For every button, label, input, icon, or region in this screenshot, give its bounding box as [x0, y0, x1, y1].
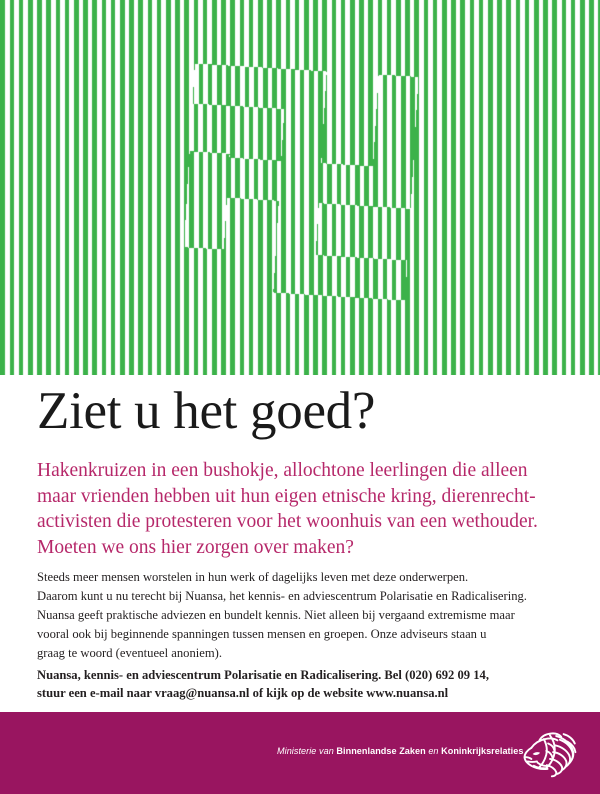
ministry-word-ministerie: Ministerie: [277, 746, 319, 756]
subheadline-line: Hakenkruizen in een bushokje, allochtone leerlingen die alleen: [37, 460, 528, 481]
ministry-word-binnenlandse-zaken: Binnenlandse Zaken: [336, 746, 429, 756]
body-line: graag te woord (eventueel anoniem).: [37, 646, 222, 661]
dutch-government-lion-logo: [519, 723, 581, 785]
subheadline: [37, 458, 557, 560]
subheadline-line: maar vrienden hebben uit hun eigen etnische kring, dierenrecht-: [37, 485, 536, 507]
contact-paragraph: [37, 666, 562, 702]
ministry-name: [277, 745, 523, 757]
ministry-word-en: en: [428, 746, 442, 756]
body-line: Steeds meer mensen worstelen in hun werk of dagelijks leven met deze onderwerpen.: [37, 570, 469, 584]
lion-icon: [519, 723, 581, 785]
body-line: Daarom kunt u nu terecht bij Nuansa, het kennis- en adviescentrum Polarisatie en Radicalisering.: [37, 589, 527, 604]
contact-line: stuur een e-mail naar vraag@nuansa.nl of kijk op de website www.nuansa.nl: [37, 686, 449, 700]
subheadline-line: activisten die protesteren voor het woonhuis van een wethouder.: [37, 511, 538, 533]
ministry-footer-bar: [0, 712, 600, 794]
ministry-word-van: van: [319, 746, 337, 756]
striped-swastika-canvas: [0, 0, 600, 375]
striped-illusion-artwork: [0, 0, 600, 375]
subheadline-line: Moeten we ons hier zorgen over maken?: [37, 536, 354, 558]
text-content-area: [0, 375, 600, 712]
body-line: Nuansa geeft praktische adviezen en bundelt kennis. Niet alleen bij vergaand extremisme maar: [37, 608, 515, 623]
body-paragraph: [37, 568, 562, 663]
ministry-word-koninkrijksrelaties: Koninkrijksrelaties: [441, 746, 524, 756]
body-line: vooral ook bij beginnende spanningen tussen mensen en groepen. Onze adviseurs staan u: [37, 627, 487, 642]
page-title: Ziet u het goed?: [37, 382, 376, 440]
contact-line: Nuansa, kennis- en adviescentrum Polarisatie en Radicalisering. Bel (020) 692 09 14,: [37, 668, 489, 682]
